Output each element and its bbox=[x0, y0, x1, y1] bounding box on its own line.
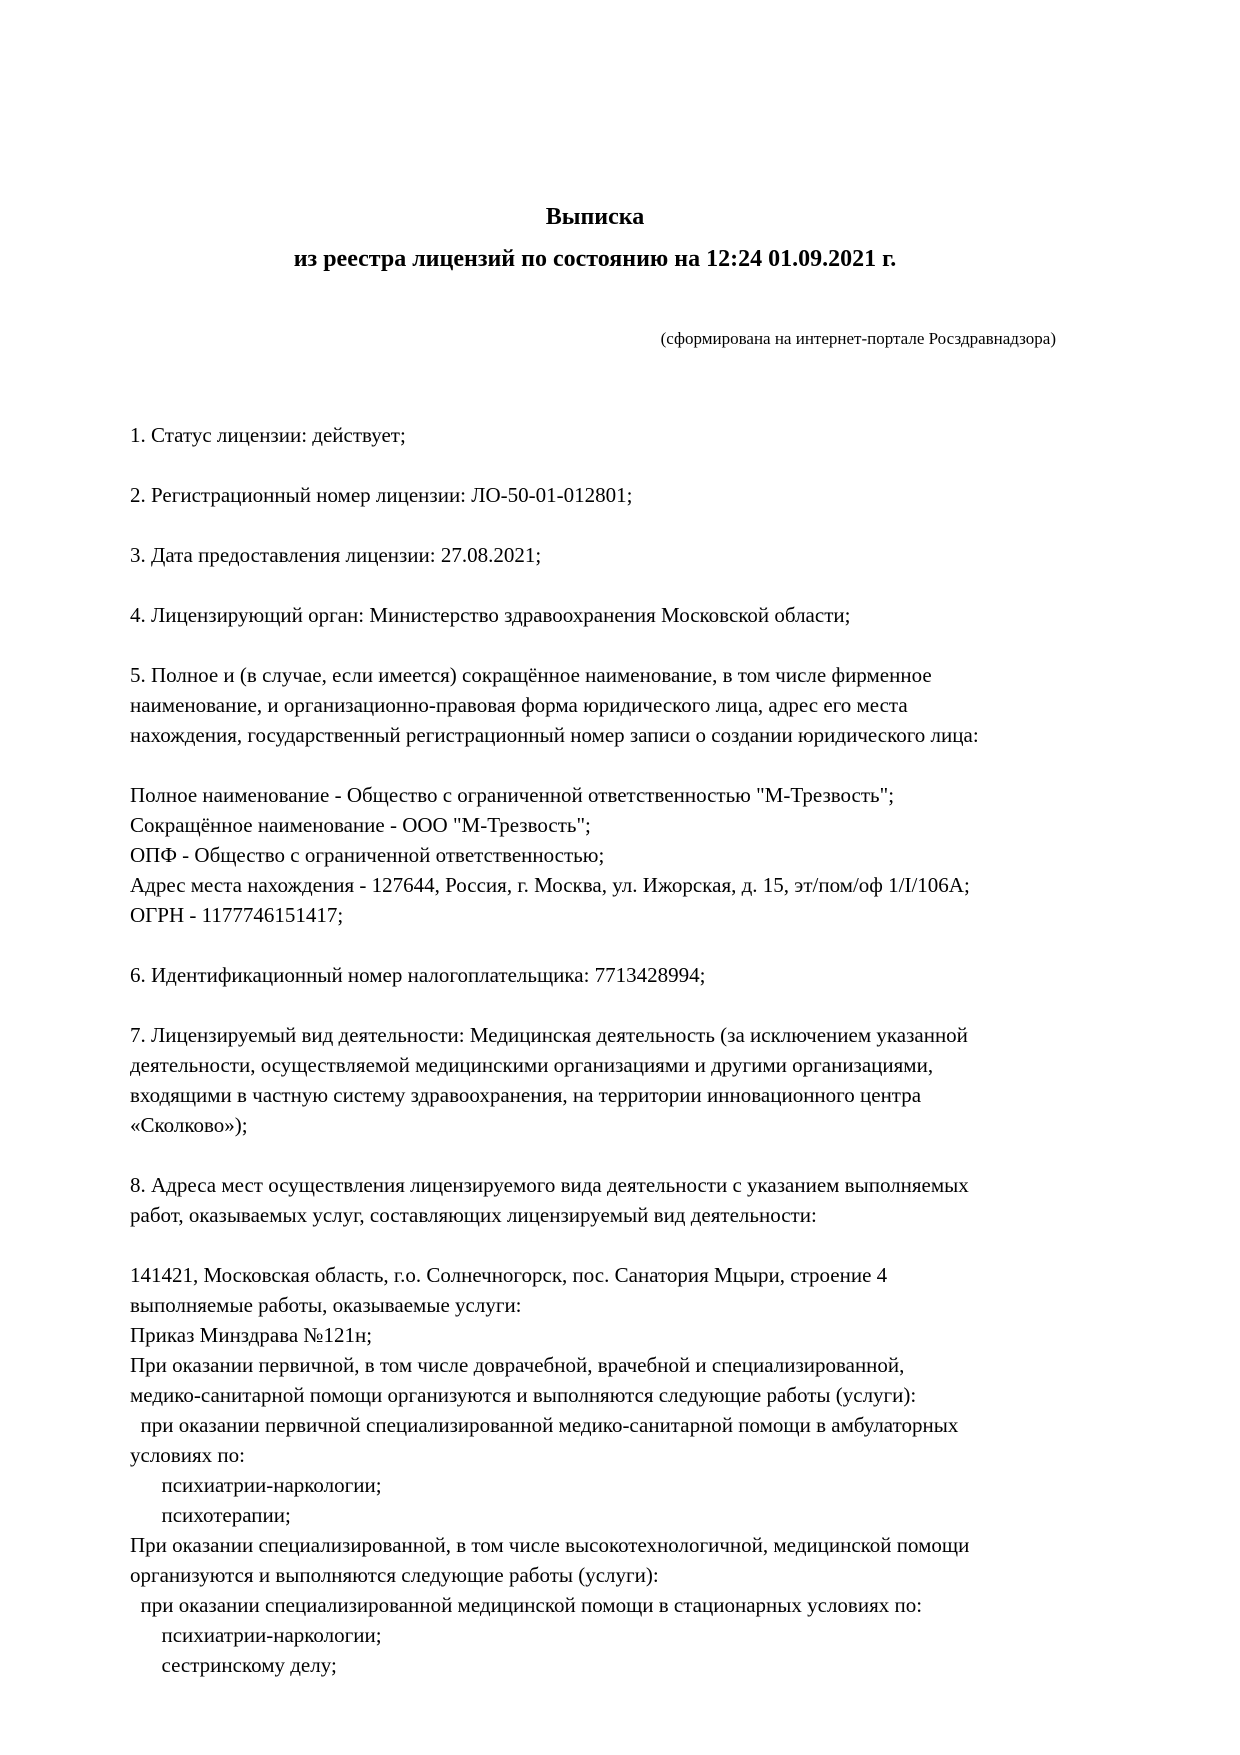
paragraph-addresses-intro bbox=[130, 1170, 1120, 1230]
doc-line: 6. Идентификационный номер налогоплательщика: 7713428994; bbox=[130, 963, 706, 987]
doc-line: 4. Лицензирующий орган: Министерство здравоохранения Московской области; bbox=[130, 603, 851, 627]
doc-line: сестринскому делу; bbox=[130, 1653, 337, 1677]
paragraph-activity-type bbox=[130, 1020, 1120, 1140]
doc-line: ОПФ - Общество с ограниченной ответственностью; bbox=[130, 843, 605, 867]
paragraph-license-date bbox=[130, 540, 1120, 570]
paragraph-org-name-intro bbox=[130, 660, 1120, 750]
doc-line: 8. Адреса мест осуществления лицензируемого вида деятельности с указанием выполняемых bbox=[130, 1173, 969, 1197]
doc-line: психиатрии-наркологии; bbox=[130, 1473, 382, 1497]
paragraph-licensing-authority bbox=[130, 600, 1120, 630]
doc-line: выполняемые работы, оказываемые услуги: bbox=[130, 1293, 522, 1317]
title-line-1: Выписка bbox=[545, 204, 645, 230]
doc-line: 1. Статус лицензии: действует; bbox=[130, 423, 406, 447]
doc-line: при оказании первичной специализированной медико-санитарной помощи в амбулаторных bbox=[130, 1413, 959, 1437]
doc-line: ОГРН - 1177746151417; bbox=[130, 903, 344, 927]
doc-line: Приказ Минздрава №121н; bbox=[130, 1323, 373, 1347]
doc-line: психиатрии-наркологии; bbox=[130, 1623, 382, 1647]
doc-line: Полное наименование - Общество с ограниченной ответственностью "М-Трезвость"; bbox=[130, 783, 895, 807]
doc-line: медико-санитарной помощи организуются и выполняются следующие работы (услуги): bbox=[130, 1383, 917, 1407]
paragraph-address-works bbox=[130, 1260, 1120, 1680]
paragraph-org-details bbox=[130, 780, 1120, 930]
paragraph-status bbox=[130, 420, 1120, 450]
title-line-2: из реестра лицензий по состоянию на 12:24 01.09.2021 г. bbox=[293, 246, 897, 272]
doc-line: входящими в частную систему здравоохранения, на территории инновационного центра bbox=[130, 1083, 922, 1107]
doc-line: 3. Дата предоставления лицензии: 27.08.2021; bbox=[130, 543, 542, 567]
doc-line: деятельности, осуществляемой медицинскими организациями и другими организациями, bbox=[130, 1053, 934, 1077]
paragraph-reg-number bbox=[130, 480, 1120, 510]
doc-line: При оказании первичной, в том числе доврачебной, врачебной и специализированной, bbox=[130, 1353, 905, 1377]
doc-line: Адрес места нахождения - 127644, Россия, г. Москва, ул. Ижорская, д. 15, эт/пом/оф 1/I/106А; bbox=[130, 873, 970, 897]
doc-line: 2. Регистрационный номер лицензии: ЛО-50-01-012801; bbox=[130, 483, 633, 507]
doc-line: организуются и выполняются следующие работы (услуги): bbox=[130, 1563, 659, 1587]
doc-line: Сокращённое наименование - ООО "М-Трезвость"; bbox=[130, 813, 591, 837]
doc-line: 5. Полное и (в случае, если имеется) сокращённое наименование, в том числе фирменное bbox=[130, 663, 932, 687]
doc-line: При оказании специализированной, в том числе высокотехнологичной, медицинской помощи bbox=[130, 1533, 970, 1557]
document-subtitle: (сформирована на интернет-портале Росздравнадзора) bbox=[660, 329, 1056, 348]
doc-line: «Сколково»); bbox=[130, 1113, 248, 1137]
doc-line: при оказании специализированной медицинской помощи в стационарных условиях по: bbox=[130, 1593, 923, 1617]
doc-line: психотерапии; bbox=[130, 1503, 291, 1527]
document-body bbox=[130, 420, 1120, 1680]
doc-line: нахождения, государственный регистрационный номер записи о создании юридического лица: bbox=[130, 723, 979, 747]
doc-line: 141421, Московская область, г.о. Солнечногорск, пос. Санатория Мцыри, строение 4 bbox=[130, 1263, 888, 1287]
doc-line: наименование, и организационно-правовая форма юридического лица, адрес его места bbox=[130, 693, 908, 717]
paragraph-inn bbox=[130, 960, 1120, 990]
document-title bbox=[130, 196, 1060, 280]
doc-line: работ, оказываемых услуг, составляющих лицензируемый вид деятельности: bbox=[130, 1203, 817, 1227]
doc-line: 7. Лицензируемый вид деятельности: Медицинская деятельность (за исключением указанной bbox=[130, 1023, 968, 1047]
doc-line: условиях по: bbox=[130, 1443, 245, 1467]
